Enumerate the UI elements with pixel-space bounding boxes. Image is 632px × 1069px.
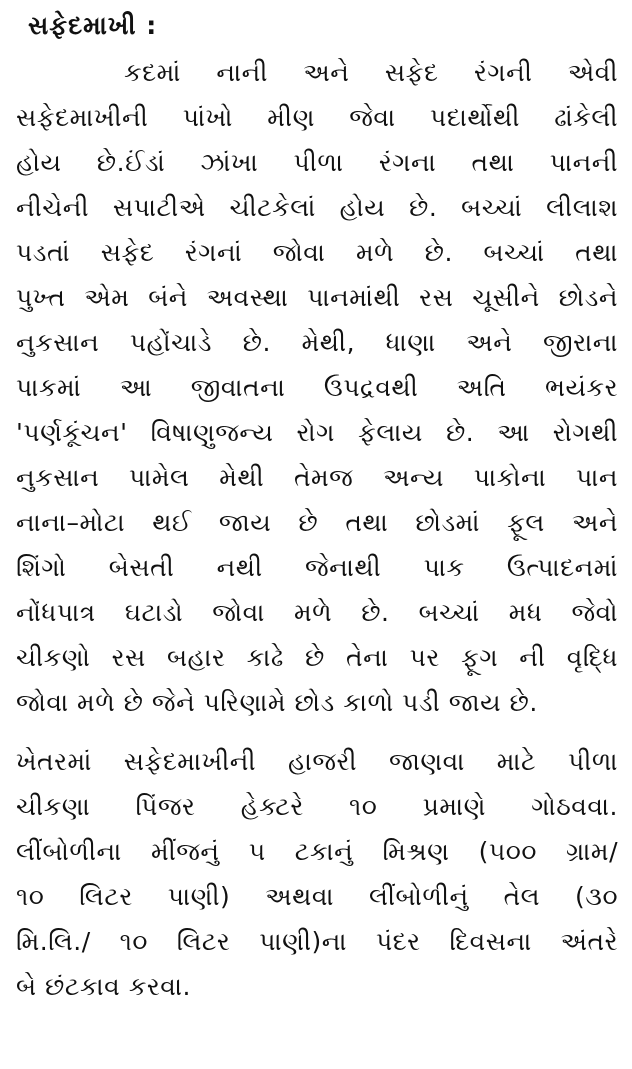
text-line: ખેતરમાં સફેદમાખીની હાજરી જાણવા માટે પીળા: [16, 747, 618, 776]
text-line: ચીકણો રસ બહાર કાઢે છે તેના પર ફૂગ ની વૃદ્ધિ: [16, 643, 618, 672]
text-line: નુકસાન પામેલ મેથી તેમજ અન્ય પાકોના પાન: [16, 463, 618, 492]
paragraph-gap: [16, 725, 618, 739]
text-line: શિંગો બેસતી નથી જેનાથી પાક ઉત્પાદનમાં: [16, 553, 618, 582]
text-line: બે છંટકાવ કરવા.: [16, 972, 191, 1001]
text-line: નુકસાન પહોંચાડે છે. મેથી, ધાણા અને જીરાના: [16, 328, 618, 357]
text-line: 'પર્ણકૂંચન' વિષાણુજન્ય રોગ ફેલાય છે. આ રોગથી: [16, 418, 618, 447]
section-heading: સફેદમાખી :: [28, 11, 158, 40]
text-line: પાકમાં આ જીવાતના ઉપદ્રવથી અતિ ભયંકર: [16, 373, 618, 402]
paragraph-description: [16, 50, 618, 725]
text-line: સફેદમાખીની પાંખો મીણ જેવા પદાર્થોથી ઢાંકેલી: [16, 103, 618, 132]
text-line: હોય છે.ઈંડાં ઝાંખા પીળા રંગના તથા પાનની: [16, 148, 618, 177]
text-line: પુખ્ત એમ બંને અવસ્થા પાનમાંથી રસ ચૂસીને છોડને: [16, 283, 618, 312]
text-line: મિ.લિ./ ૧૦ લિટર પાણી)ના પંદર દિવસના અંતરે: [16, 927, 618, 956]
text-line: કદમાં નાની અને સફેદ રંગની એવી: [124, 58, 618, 87]
text-line: ૧૦ લિટર પાણી) અથવા લીંબોળીનું તેલ (૩૦: [16, 882, 618, 911]
text-line: લીંબોળીના મીંજનું ૫ ટકાનું મિશ્રણ (૫૦૦ ગ્રામ/: [16, 837, 618, 866]
text-line: નાના–મોટા થઈ જાય છે તથા છોડમાં ફૂલ અને: [16, 508, 618, 537]
paragraph-control-measures: [16, 739, 618, 1009]
text-line: નોંધપાત્ર ઘટાડો જોવા મળે છે. બચ્ચાં મધ જેવો: [16, 598, 618, 627]
text-line: જોવા મળે છે જેને પરિણામે છોડ કાળો પડી જાય છે.: [16, 688, 538, 717]
text-line: ચીકણા પિંજર હેક્ટરે ૧૦ પ્રમાણે ગોઠવવા.: [16, 792, 618, 821]
text-line: પડતાં સફેદ રંગનાં જોવા મળે છે. બચ્ચાં તથા: [16, 238, 618, 267]
text-line: નીચેની સપાટીએ ચીટકેલાં હોય છે. બચ્ચાં લીલાશ: [16, 193, 618, 222]
